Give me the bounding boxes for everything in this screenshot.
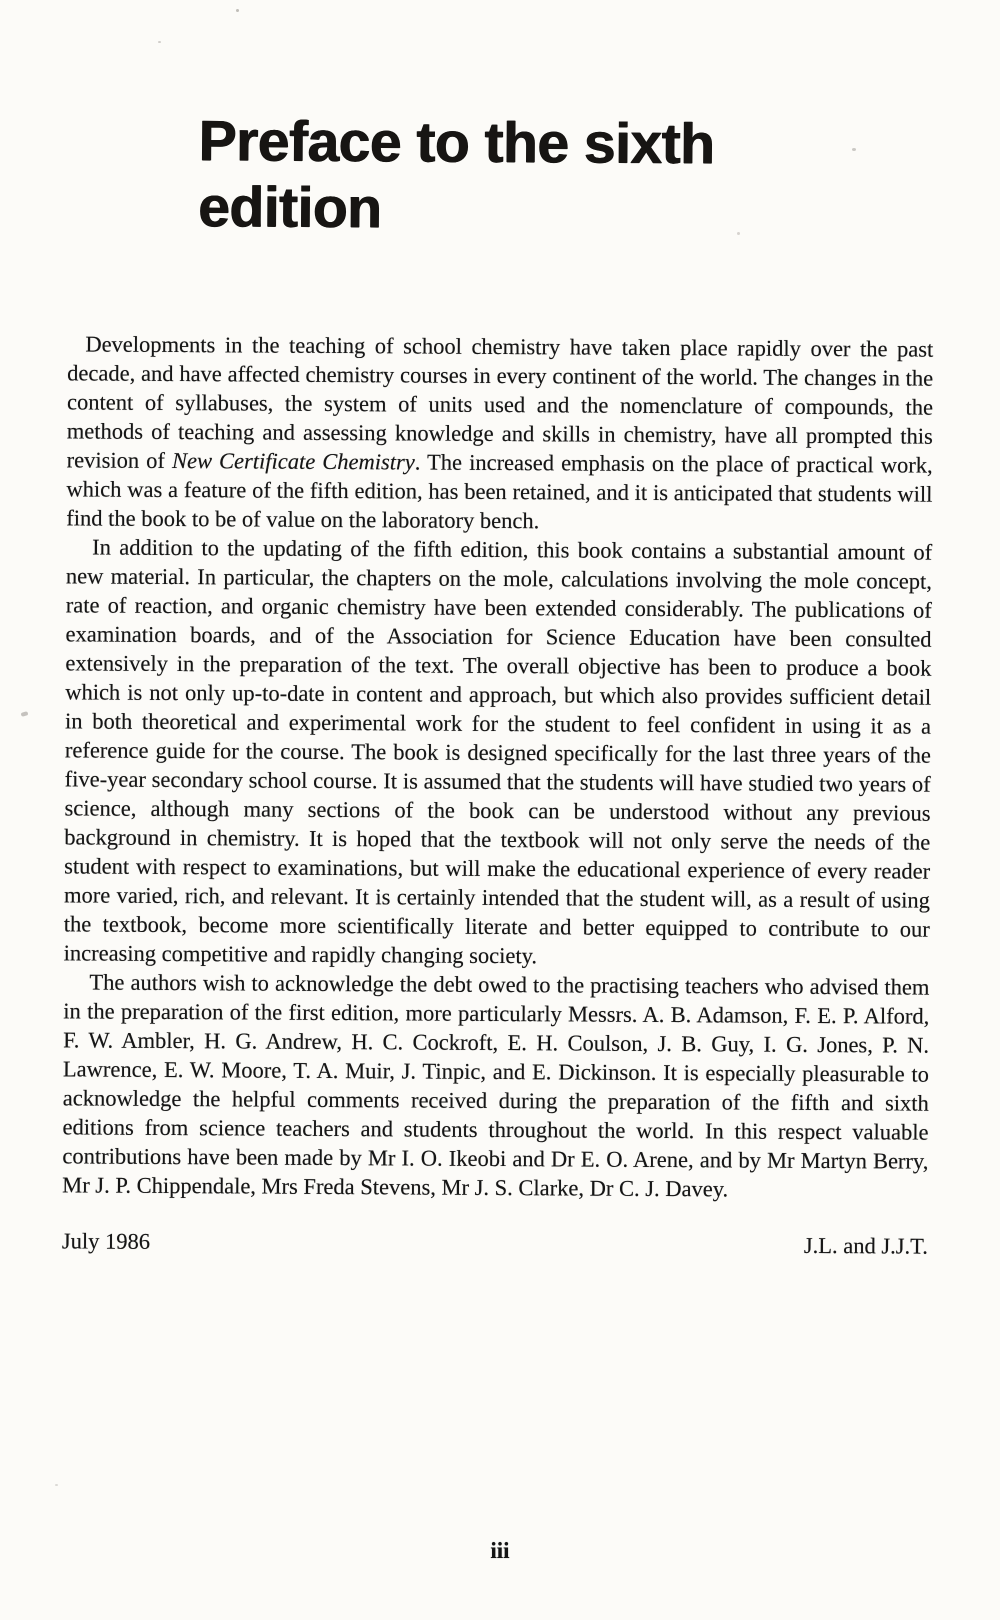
preface-paragraph-1 [66, 329, 933, 537]
preface-paragraph-2: In addition to the updating of the fifth edition, this book contains a substantial amount of new material. In particular, the chapters on the mole, calculations involving the mole concept, rate of reaction, and organic chemistry have been extended considerably. The publications of examination boards, and of the Association for Science Education have been consulted extensively in the preparation of the text. The overall objective has been to produce a book which is not only up-to-date in content and approach, but which also provides sufficient detail in both theoretical and experimental work for the student to feel confident in using it as a reference guide for the course. The book is designed specifically for the last three years of the five-year secondary school course. It is assumed that the students will have studied two years of science, although many sections of the book can be understood without any previous background in chemistry. It is hoped that the textbook will not only serve the needs of the student with respect to examinations, but will make the educational experience of every reader more varied, rich, and relevant. It is certainly intended that the student will, as a result of using the textbook, become more scientifically literate and better equipped to contribute to our increasing competitive and rapidly changing society. [63, 534, 933, 969]
preface-paragraph-3: The authors wish to acknowledge the debt owed to the practising teachers who advised them in the preparation of the first edition, more particularly Messrs. A. B. Adamson, F. E. P. Alford, F. W. Ambler, H. G. Andrew, H. C. Cockroft, E. H. Coulson, J. B. Guy, I. G. Jones, P. N. Lawrence, E. W. Moore, T. A. Muir, J. Tinpic, and E. Dickinson. It is especially pleasurable to acknowledge the helpful comments received during the preparation of the fifth and sixth editions from science teachers and students throughout the world. In this respect valuable contributions have been made by Mr I. O. Ikeobi and Dr E. O. Arene, and by Mr Martyn Berry, Mr J. P. Chippendale, Mrs Freda Stevens, Mr J. S. Clarke, Dr C. J. Davey. [62, 969, 930, 1202]
preface-date: July 1986 [61, 1228, 151, 1254]
signature-row [62, 1226, 928, 1260]
page-number: iii [490, 1538, 510, 1563]
author-initials: J.L. and J.J.T. [803, 1232, 928, 1259]
paragraph-1-text-before: Developments in the teaching of school chemistry have taken place rapidly over the past decade, and have affected chemistry courses in every continent of the world. The changes in the content of syllabuses, the system of units used and the nomenclature of compounds, the methods of teaching and assessing knowledge and skills in chemistry, have all prompted this revision of [66, 331, 934, 474]
preface-body [62, 329, 934, 1260]
page-title-line-2: edition [198, 175, 382, 241]
paragraph-1-text-after: . The increased emphasis on the place of practical work, which was a feature of the fifth edition, has been retained, and it is anticipated that students will find the book to be of value on the laboratory bench. [66, 449, 933, 534]
scan-speck [236, 9, 239, 12]
page-content [62, 107, 935, 1260]
scan-speck [21, 711, 29, 717]
page-title-line-1: Preface to the sixth [198, 109, 715, 177]
scan-speck [55, 1484, 58, 1486]
book-title-italic: New Certificate Chemistry [171, 448, 415, 475]
scan-speck [158, 41, 161, 43]
page-title [198, 108, 935, 244]
